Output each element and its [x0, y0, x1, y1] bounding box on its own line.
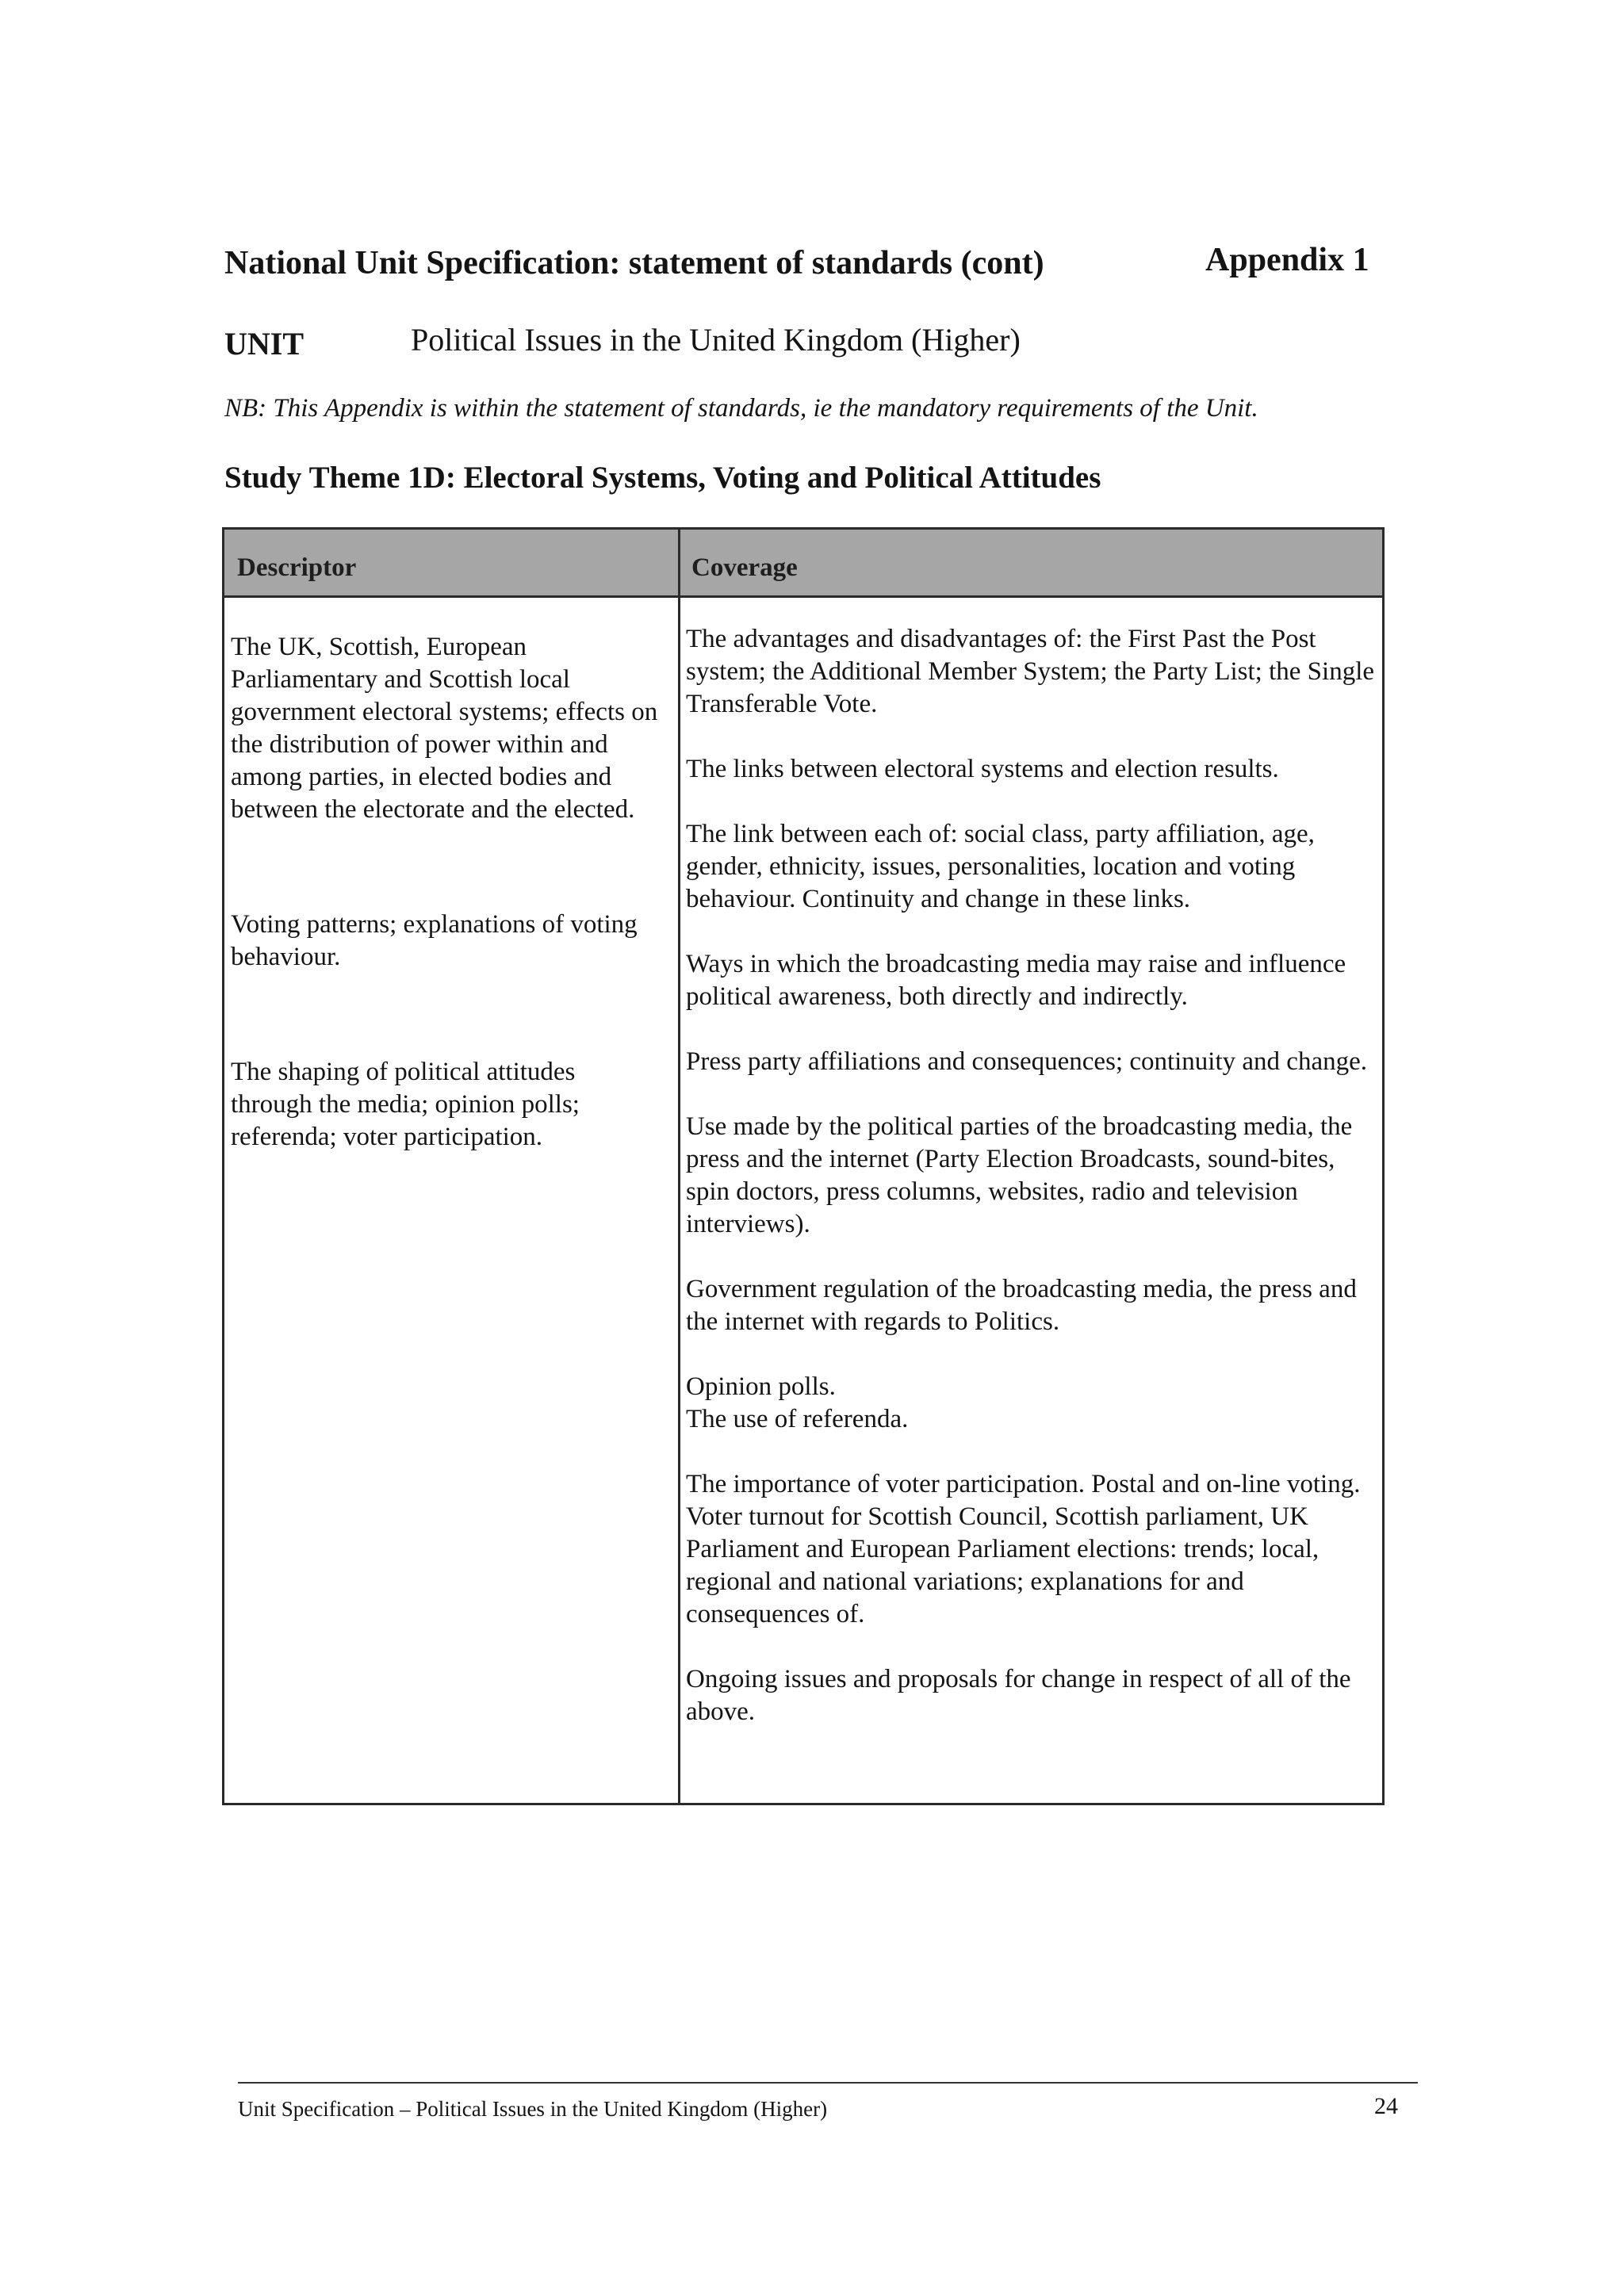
- study-theme-title: Study Theme 1D: Electoral Systems, Voting and Political Attitudes: [224, 461, 1101, 495]
- descriptor-item: Voting patterns; explanations of voting behaviour.: [231, 910, 638, 971]
- coverage-item: Government regulation of the broadcasting media, the press and the internet with regards to Politics.: [686, 1275, 1357, 1336]
- page-title: National Unit Specification: statement of standards (cont): [224, 245, 1044, 281]
- page-number: 24: [1374, 2093, 1398, 2119]
- footer-text: Unit Specification – Political Issues in the United Kingdom (Higher): [238, 2097, 828, 2121]
- descriptor-header: Descriptor: [237, 553, 357, 582]
- table-header-row: [224, 530, 1382, 598]
- coverage-item: The importance of voter participation. Postal and on-line voting. Voter turnout for Scottish Council, Scottish parliament, UK Parliament and European Parliament elections: trends; local, regional and national variations; explanations for and consequences of.: [686, 1470, 1361, 1628]
- footer-rule: [238, 2082, 1418, 2084]
- standards-table: [222, 527, 1385, 1805]
- nb-note: NB: This Appendix is within the statement of standards, ie the mandatory requirements of the Unit.: [224, 394, 1258, 423]
- descriptor-item: The UK, Scottish, European Parliamentary and Scottish local government electoral systems; effects on the distribution of power within and among parties, in elected bodies and between the electorate and the elected.: [231, 633, 658, 824]
- coverage-column: [686, 623, 1376, 1728]
- coverage-item: Ongoing issues and proposals for change in respect of all of the above.: [686, 1665, 1351, 1726]
- coverage-item: Ways in which the broadcasting media may raise and influence political awareness, both directly and indirectly.: [686, 950, 1346, 1011]
- unit-name: Political Issues in the United Kingdom (Higher): [411, 322, 1021, 358]
- descriptor-column: [231, 631, 659, 1154]
- coverage-item: The advantages and disadvantages of: the First Past the Post system; the Additional Member System; the Party List; the Single Transferable Vote.: [686, 625, 1375, 718]
- unit-label: UNIT: [224, 326, 304, 362]
- coverage-item: The link between each of: social class, party affiliation, age, gender, ethnicity, issues, personalities, location and voting behaviour. Continuity and change in these links.: [686, 820, 1315, 913]
- descriptor-item: The shaping of political attitudes through the media; opinion polls; referenda; voter participation.: [231, 1058, 580, 1151]
- coverage-item: Opinion polls.: [686, 1372, 836, 1401]
- coverage-header: Coverage: [691, 553, 798, 582]
- coverage-item: Use made by the political parties of the broadcasting media, the press and the internet (Party Election Broadcasts, sound-bites, spin doctors, press columns, websites, radio and television interviews).: [686, 1112, 1353, 1238]
- appendix-label: Appendix 1: [1205, 242, 1369, 278]
- coverage-item: The links between electoral systems and election results.: [686, 755, 1279, 783]
- coverage-item: Press party affiliations and consequences; continuity and change.: [686, 1047, 1367, 1076]
- column-divider: [678, 530, 680, 1803]
- coverage-item: The use of referenda.: [686, 1405, 909, 1433]
